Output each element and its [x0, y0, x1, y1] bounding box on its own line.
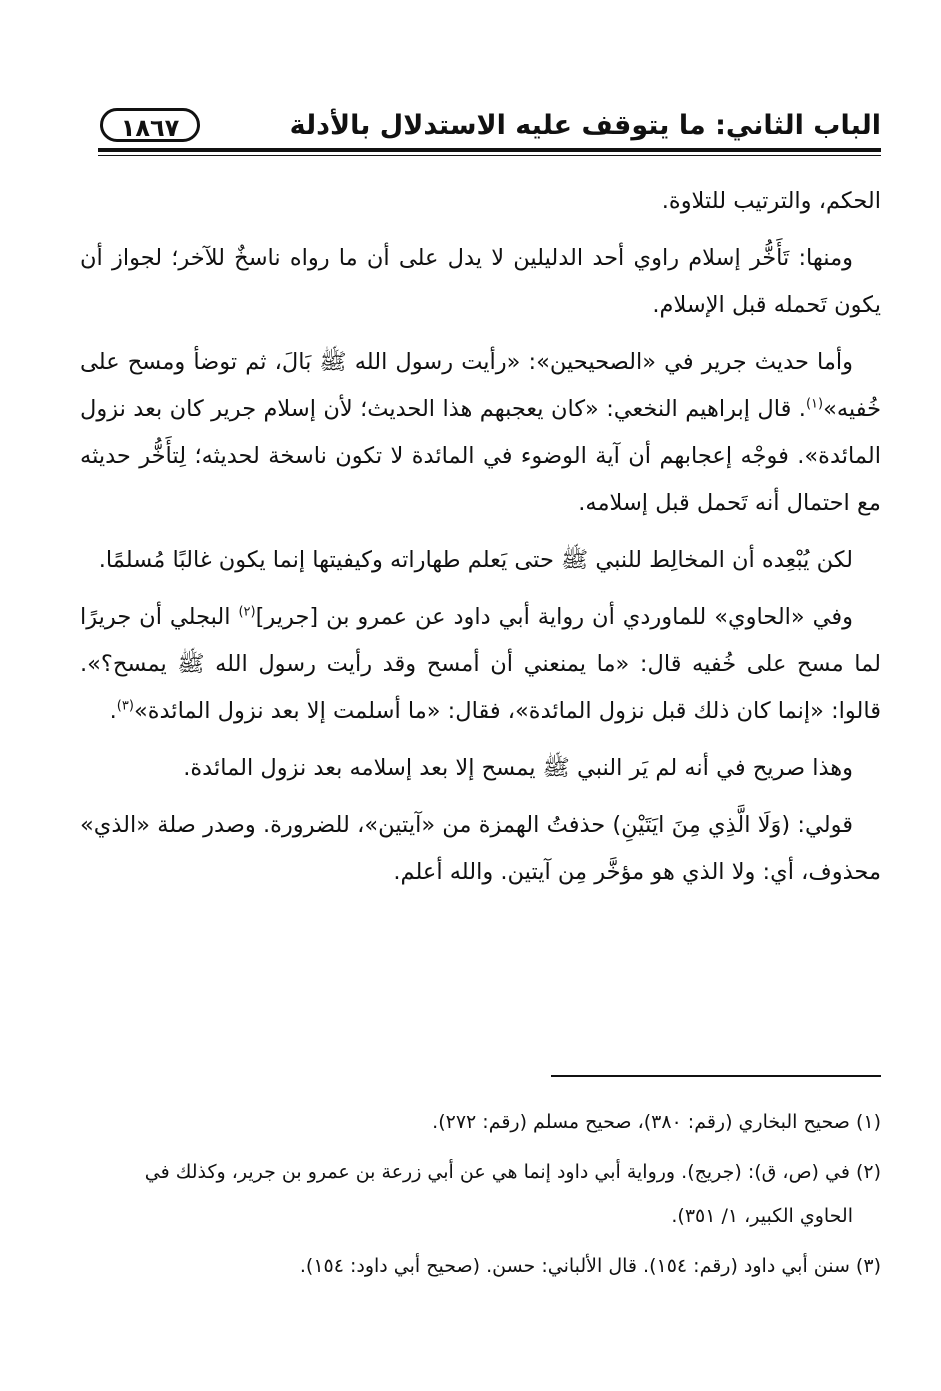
paragraph: ومنها: تَأَخُّر إسلام راوي أحد الدليلين لا يدل على أن ما رواه ناسخٌ للآخر؛ لجواز أن يكون تَحمله قبل الإسلام.	[80, 245, 881, 318]
footnote-ref: (٢)	[238, 604, 256, 620]
paragraph	[80, 339, 881, 527]
paragraph-text: .	[109, 698, 117, 724]
footnote-separator	[551, 1075, 881, 1077]
chapter-title: الباب الثاني: ما يتوقف عليه الاستدلال بالأدلة	[289, 110, 881, 141]
page-number-badge: ١٨٦٧	[100, 108, 200, 142]
running-header	[100, 108, 881, 148]
paragraph: وهذا صريح في أنه لم يَر النبي ﷺ يمسح إلا بعد إسلامه بعد نزول المائدة.	[183, 755, 853, 781]
main-text	[80, 178, 881, 906]
paragraph-text: وفي «الحاوي» للماوردي أن رواية أبي داود عن عمرو بن [جرير]	[255, 604, 854, 630]
footnote-ref: (١)	[805, 396, 824, 412]
footnote: (٣) سنن أبي داود (رقم: ١٥٤). قال الألباني: حسن. (صحيح أبي داود: ١٥٤).	[299, 1255, 881, 1277]
paragraph-text: البجلي أن جريرًا لما مسح على خُفيه قال: «ما يمنعني أن أمسح وقد رأيت رسول الله ﷺ يمسح؟». قالوا: «إنما كان ذلك قبل نزول المائدة»، فقال: «ما أسلمت إلا بعد نزول المائدة»	[80, 604, 881, 724]
paragraph: لكن يُبْعِده أن المخالِط للنبي ﷺ حتى يَعلم طهاراته وكيفيتها إنما يكون غالبًا مُسلمًا.	[98, 547, 853, 573]
footnote-ref: (٣)	[116, 698, 134, 714]
paragraph: الحكم، والترتيب للتلاوة.	[661, 188, 881, 214]
header-rule-thin	[98, 155, 881, 156]
footnote	[80, 1150, 881, 1238]
paragraph: قولي: (وَلَا الَّذِي مِنَ ايَتَيْنِ) حذفتُ الهمزة من «آيتين»، للضرورة. وصدر صلة «الذي» محذوف، أي: ولا الذي هو مؤخَّر مِن آيتين. والله أعلم.	[80, 812, 881, 885]
header-rule-thick	[98, 148, 881, 152]
paragraph	[80, 594, 881, 735]
footnote-text: الحاوي الكبير، ١/ ٣٥١).	[671, 1205, 853, 1227]
footnotes	[80, 1100, 881, 1294]
paragraph-text: وأما حديث جرير في «الصحيحين»: «رأيت رسول الله ﷺ بَالَ، ثم توضأ ومسح على خُفيه»	[80, 349, 881, 422]
footnote: (١) صحيح البخاري (رقم: ٣٨٠)، صحيح مسلم (رقم: ٢٧٢).	[432, 1111, 881, 1133]
footnote-text: (٢) في (ص، ق): (جريج). ورواية أبي داود إنما هي عن أبي زرعة بن عمرو بن جرير، وكذلك في	[144, 1161, 881, 1183]
paragraph-text: . قال إبراهيم النخعي: «كان يعجبهم هذا الحديث؛ لأن إسلام جرير كان بعد نزول المائدة». فوجْه إعجابهم أن آية الوضوء في المائدة لا تكون ناسخة لحديثه؛ لِتأَخُّر حديثه مع احتمال أنه تَحمل قبل إسلامه.	[80, 396, 881, 516]
